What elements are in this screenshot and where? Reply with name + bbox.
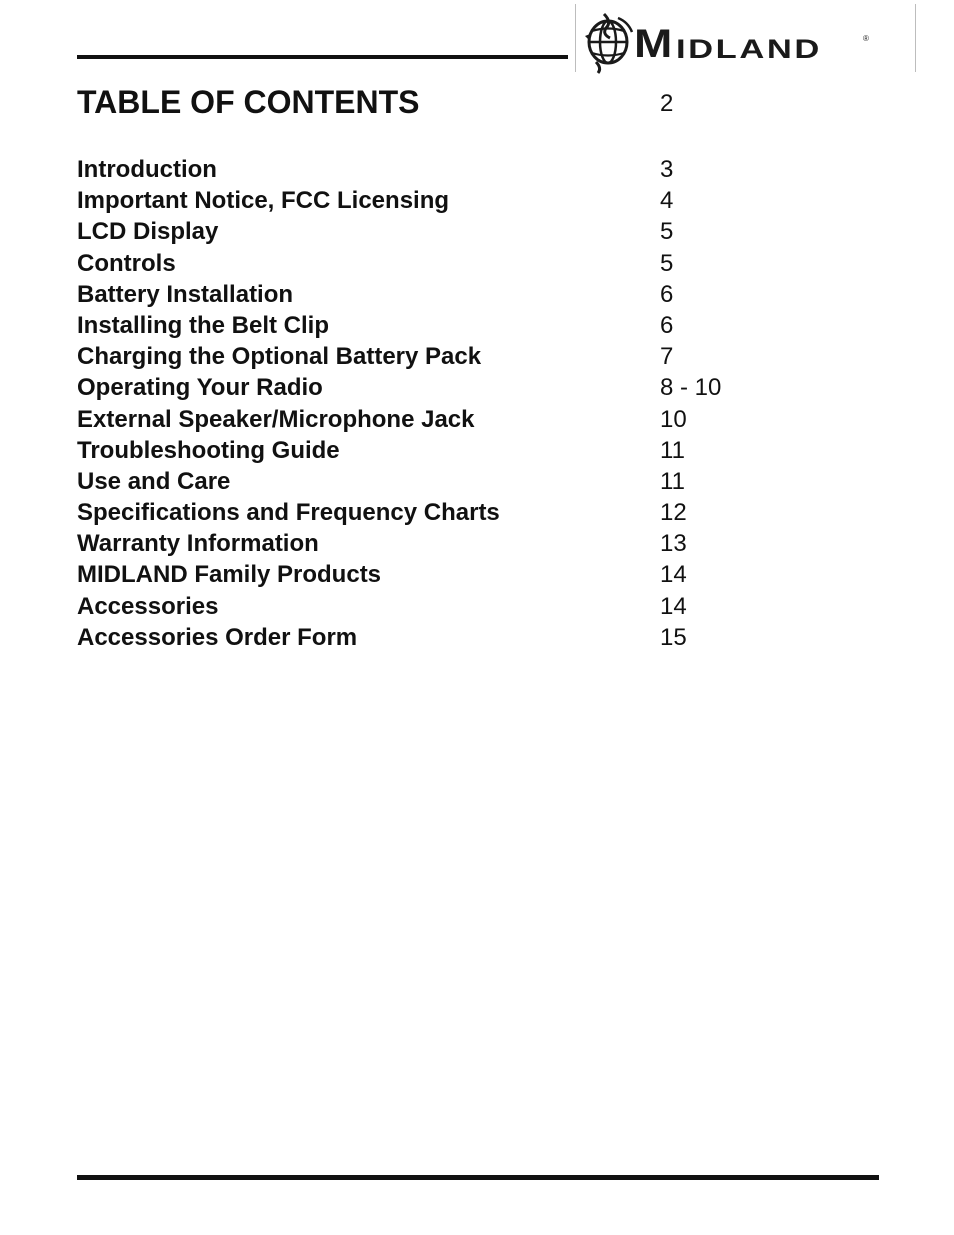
toc-list: [77, 154, 837, 653]
toc-entry-battery-installation[interactable]: [77, 279, 837, 310]
toc-entry-label: Controls: [77, 249, 176, 277]
toc-entry-label: Accessories: [77, 592, 219, 620]
toc-entry-specifications[interactable]: [77, 497, 837, 528]
toc-entry-page: 5: [660, 249, 674, 277]
toc-entry-speaker-microphone-jack[interactable]: [77, 404, 837, 435]
toc-entry-label: External Speaker/Microphone Jack: [77, 405, 475, 433]
toc-entry-page: 11: [660, 436, 685, 464]
toc-entry-label: Troubleshooting Guide: [77, 436, 340, 464]
toc-entry-charging-battery-pack[interactable]: [77, 341, 837, 372]
toc-entry-belt-clip[interactable]: [77, 310, 837, 341]
toc-entry-label: LCD Display: [77, 218, 219, 246]
toc-entry-page: 3: [660, 156, 674, 183]
toc-entry-controls[interactable]: [77, 248, 837, 279]
toc-entry-label: Specifications and Frequency Charts: [77, 499, 500, 527]
toc-entry-warranty[interactable]: [77, 528, 837, 559]
toc-entry-label: Warranty Information: [77, 530, 319, 558]
toc-entry-page: 13: [660, 530, 687, 558]
globe-icon: [582, 12, 634, 74]
toc-entry-accessories-order-form[interactable]: [77, 622, 837, 653]
toc-entry-page: 12: [660, 499, 687, 527]
toc-entry-page: 8 - 10: [660, 374, 722, 402]
page-title: TABLE OF CONTENTS: [77, 84, 420, 120]
toc-entry-page: 14: [660, 561, 687, 589]
header-rule: [77, 55, 568, 59]
page-title-page-number: 2: [660, 90, 674, 117]
footer-rule: [77, 1175, 879, 1180]
toc-entry-label: Use and Care: [77, 467, 231, 495]
toc-entry-page: 6: [660, 280, 674, 308]
toc-entry-label: MIDLAND Family Products: [77, 561, 382, 589]
toc-entry-accessories[interactable]: [77, 591, 837, 622]
toc-entry-page: 4: [660, 187, 674, 215]
toc-entry-use-and-care[interactable]: [77, 466, 837, 497]
toc-entry-label: Operating Your Radio: [77, 374, 323, 402]
brand-wordmark-initial: M: [634, 22, 676, 66]
toc-entry-page: 7: [660, 343, 674, 371]
registered-mark: ®: [863, 34, 869, 43]
toc-entry-label: Introduction: [77, 156, 217, 183]
toc-entry-page: 10: [660, 405, 687, 433]
brand-wordmark-rest: IDLAND: [676, 34, 823, 64]
toc-entry-label: Installing the Belt Clip: [77, 311, 330, 339]
toc-entry-lcd-display[interactable]: [77, 216, 837, 247]
toc-entry-operating-radio[interactable]: [77, 372, 837, 403]
toc-entry-family-products[interactable]: [77, 559, 837, 590]
toc-entry-introduction[interactable]: [77, 154, 837, 185]
brand-logo: [575, 4, 916, 72]
toc-entry-page: 15: [660, 623, 687, 651]
brand-wordmark: [634, 22, 823, 66]
toc-entry-page: 5: [660, 218, 674, 246]
toc-entry-label: Charging the Optional Battery Pack: [77, 343, 482, 371]
toc-entry-troubleshooting[interactable]: [77, 435, 837, 466]
toc-entry-label: Battery Installation: [77, 280, 294, 308]
toc-entry-label: Important Notice, FCC Licensing: [77, 187, 450, 215]
toc-entry-label: Accessories Order Form: [77, 623, 358, 651]
toc-entry-page: 11: [660, 467, 685, 495]
toc-entry-important-notice[interactable]: [77, 185, 837, 216]
toc-entry-page: 6: [660, 311, 674, 339]
toc-entry-page: 14: [660, 592, 687, 620]
